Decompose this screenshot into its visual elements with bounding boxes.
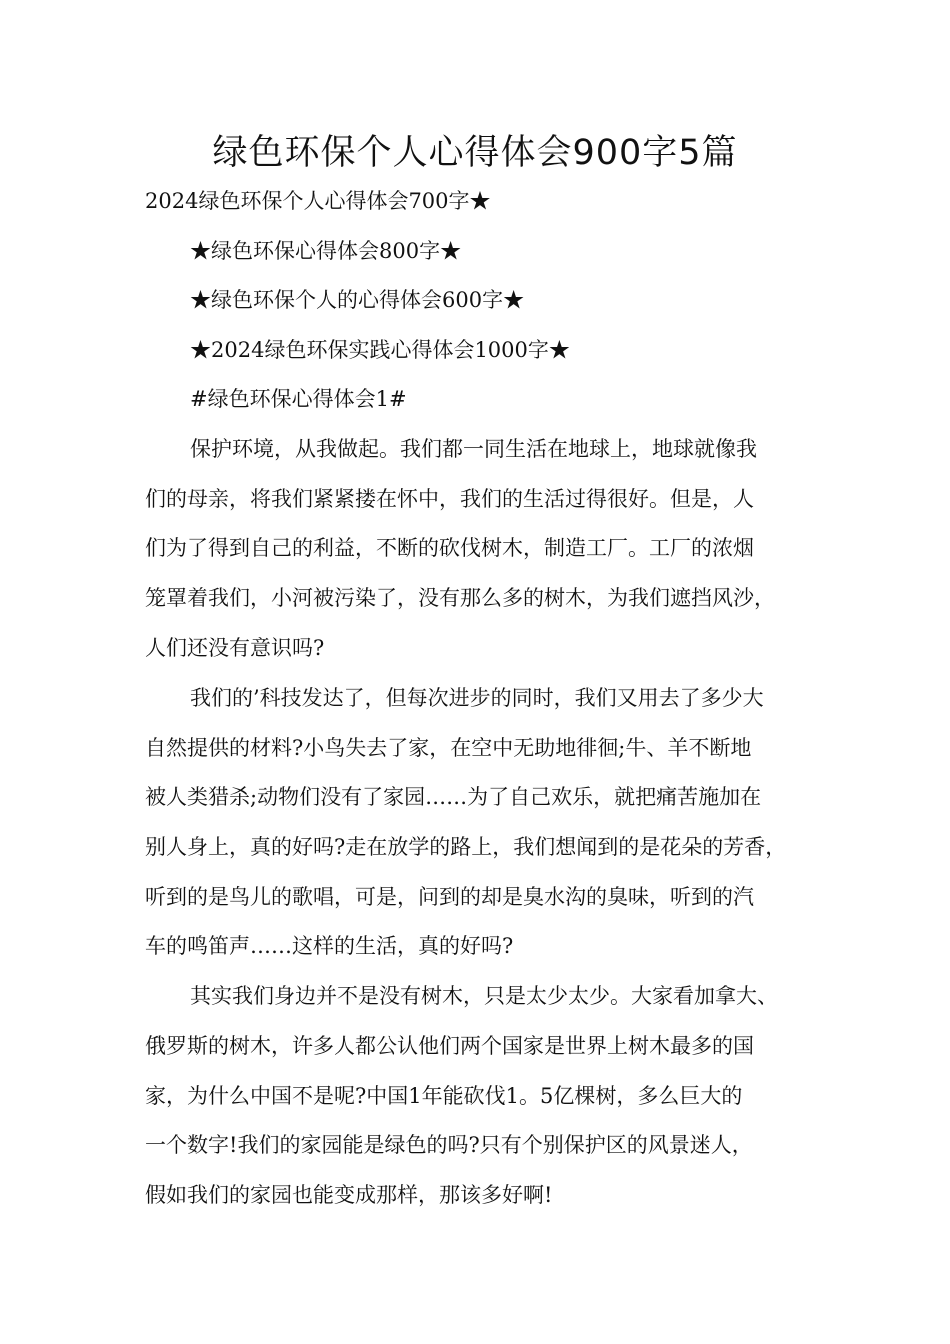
toc-item: 2024绿色环保个人心得体会700字★ [145,189,491,213]
paragraph-line: 别人身上，真的好吗?走在放学的路上，我们想闻到的是花朵的芳香， [145,835,787,859]
paragraph-line: 被人类猎杀;动物们没有了家园……为了自己欢乐，就把痛苦施加在 [145,785,762,809]
toc-item: ★绿色环保个人的心得体会600字★ [190,288,525,312]
paragraph-line: 一个数字!我们的家园能是绿色的吗?只有个别保护区的风景迷人， [145,1133,753,1157]
document-title: 绿色环保个人心得体会900字5篇 [212,133,738,173]
toc-item: ★2024绿色环保实践心得体会1000字★ [190,338,570,362]
paragraph-line: 们为了得到自己的利益，不断的砍伐树木，制造工厂。工厂的浓烟 [145,536,754,560]
paragraph-line: 人们还没有意识吗? [145,636,325,660]
paragraph-line: 保护环境，从我做起。我们都一同生活在地球上，地球就像我 [190,437,757,461]
paragraph-line: 其实我们身边并不是没有树木，只是太少太少。大家看加拿大、 [190,984,778,1008]
paragraph-line: 听到的是鸟儿的歌唱，可是，问到的却是臭水沟的臭味，听到的汽 [145,885,754,909]
paragraph-line: 假如我们的家园也能变成那样，那该多好啊! [145,1183,553,1207]
paragraph-line: 笼罩着我们，小河被污染了，没有那么多的树木，为我们遮挡风沙， [145,586,775,610]
paragraph-line: 车的鸣笛声……这样的生活，真的好吗? [145,934,514,958]
paragraph-line: 家，为什么中国不是呢?中国1年能砍伐1。5亿棵树，多么巨大的 [145,1084,743,1108]
toc-item: ★绿色环保心得体会800字★ [190,239,462,263]
paragraph-line: 自然提供的材料?小鸟失去了家，在空中无助地徘徊;牛、羊不断地 [145,736,752,760]
paragraph-line: 我们的’科技发达了，但每次进步的同时，我们又用去了多少大 [190,686,764,710]
paragraph-line: 们的母亲，将我们紧紧搂在怀中，我们的生活过得很好。但是，人 [145,487,754,511]
section-heading: #绿色环保心得体会1# [190,387,407,411]
paragraph-line: 俄罗斯的树木，许多人都公认他们两个国家是世界上树木最多的国 [145,1034,754,1058]
